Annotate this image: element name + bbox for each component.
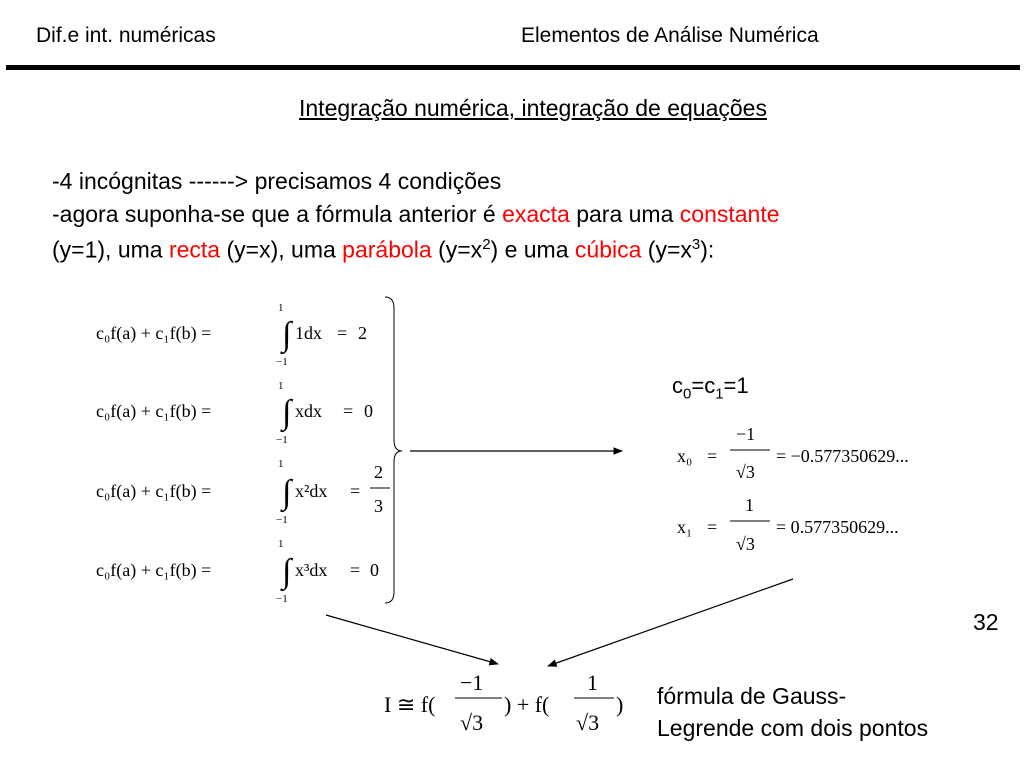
x1-label: x₁ [677, 517, 693, 537]
eq1-integral-sign: ∫ [282, 316, 292, 353]
eq1-lower-limit: −1 [276, 356, 288, 368]
text-l3-g: ) e uma [490, 236, 575, 263]
x1-denominator: √3 [736, 534, 755, 554]
c-label-c: =c [691, 373, 716, 398]
eq3-lower-limit: −1 [276, 514, 288, 526]
formula-note [657, 680, 928, 744]
eq3-equals: = [350, 481, 361, 501]
formula-term1-denominator: √3 [460, 710, 484, 735]
page-number: 32 [973, 609, 999, 635]
equation-2 [96, 380, 373, 446]
text-l3-sup2: 2 [482, 236, 491, 253]
eq4-integrand: x³dx [295, 560, 328, 580]
eq4-rhs: 0 [370, 560, 379, 580]
eq2-integral-sign: ∫ [282, 394, 292, 431]
eq2-upper-limit: 1 [278, 380, 284, 392]
text-l3-e: (y=x [431, 236, 483, 263]
text-l3-a: (y=1), uma [52, 236, 169, 263]
solution-x1 [677, 495, 899, 554]
eq3-rhs-denominator: 3 [374, 496, 383, 516]
text-parabola: parábola [342, 236, 432, 263]
eq2-equals: = [343, 401, 354, 421]
formula-lhs: I ≅ f( [384, 692, 436, 717]
x1-value: = 0.577350629... [776, 517, 899, 537]
eq3-integral-sign: ∫ [282, 474, 292, 511]
x0-numerator: −1 [736, 424, 756, 444]
arrow-left-to-formula [326, 615, 498, 664]
text-recta: recta [168, 236, 221, 263]
text-l3-i: (y=x [641, 236, 692, 263]
text-l2-a: -agora suponha-se que a fórmula anterior é [52, 201, 503, 227]
arrow-right-to-formula [548, 579, 793, 666]
eq2-rhs: 0 [364, 401, 373, 421]
c-label-a: c [672, 373, 683, 398]
eq3-integrand: x²dx [295, 481, 328, 501]
formula-mid: ) + f( [504, 692, 550, 717]
note-line-2: Legrende com dois pontos [657, 715, 929, 741]
formula-term2-denominator: √3 [576, 710, 600, 735]
text-l3-sup3: 3 [691, 236, 701, 253]
text-l2-c: para uma [569, 201, 680, 227]
text-cubica: cúbica [574, 236, 642, 263]
c-label-e: =1 [723, 373, 749, 398]
header-left-title: Dif.e int. numéricas [36, 24, 216, 47]
x1-equals: = [707, 517, 718, 537]
equation-1 [96, 302, 367, 368]
c-label-sub1: 1 [715, 385, 724, 403]
coefficients-result [672, 373, 749, 402]
eq3-rhs-numerator: 2 [374, 462, 383, 482]
eq2-lhs: c₀f(a) + c₁f(b) = [96, 401, 212, 421]
note-line-1: fórmula de Gauss- [657, 683, 847, 709]
eq1-integrand: 1dx [295, 323, 322, 343]
solution-x0 [677, 424, 909, 482]
slide-title: Integração numérica, integração de equações [299, 95, 767, 121]
eq1-equals: = [337, 323, 348, 343]
eq1-upper-limit: 1 [278, 302, 284, 314]
eq4-equals: = [350, 560, 361, 580]
eq3-lhs: c₀f(a) + c₁f(b) = [96, 481, 212, 501]
x1-numerator: 1 [745, 495, 754, 515]
text-line-1: -4 incógnitas ------> precisamos 4 condições [52, 168, 502, 194]
system-brace [385, 297, 402, 603]
eq3-upper-limit: 1 [278, 458, 284, 470]
equation-4 [96, 538, 379, 605]
eq2-integrand: xdx [295, 401, 322, 421]
eq4-lower-limit: −1 [276, 593, 288, 605]
formula-end: ) [616, 692, 624, 717]
gauss-formula [384, 670, 623, 735]
text-l3-c: (y=x), uma [220, 236, 343, 263]
formula-term2-numerator: 1 [587, 670, 598, 695]
eq1-lhs: c₀f(a) + c₁f(b) = [96, 323, 212, 343]
header-right-title: Elementos de Análise Numérica [521, 24, 819, 47]
x0-denominator: √3 [736, 462, 755, 482]
eq2-lower-limit: −1 [276, 434, 288, 446]
x0-label: x₀ [677, 446, 693, 466]
c-label-sub0: 0 [683, 385, 692, 403]
text-exacta: exacta [502, 201, 570, 227]
text-constante: constante [679, 201, 780, 227]
eq4-upper-limit: 1 [278, 538, 284, 550]
formula-term1-numerator: −1 [460, 670, 484, 695]
equation-3 [96, 458, 390, 526]
x0-equals: = [707, 446, 718, 466]
text-l3-k: ): [700, 236, 715, 263]
eq4-integral-sign: ∫ [282, 553, 292, 590]
eq1-rhs: 2 [358, 323, 367, 343]
x0-value: = −0.577350629... [776, 446, 909, 466]
eq4-lhs: c₀f(a) + c₁f(b) = [96, 560, 212, 580]
